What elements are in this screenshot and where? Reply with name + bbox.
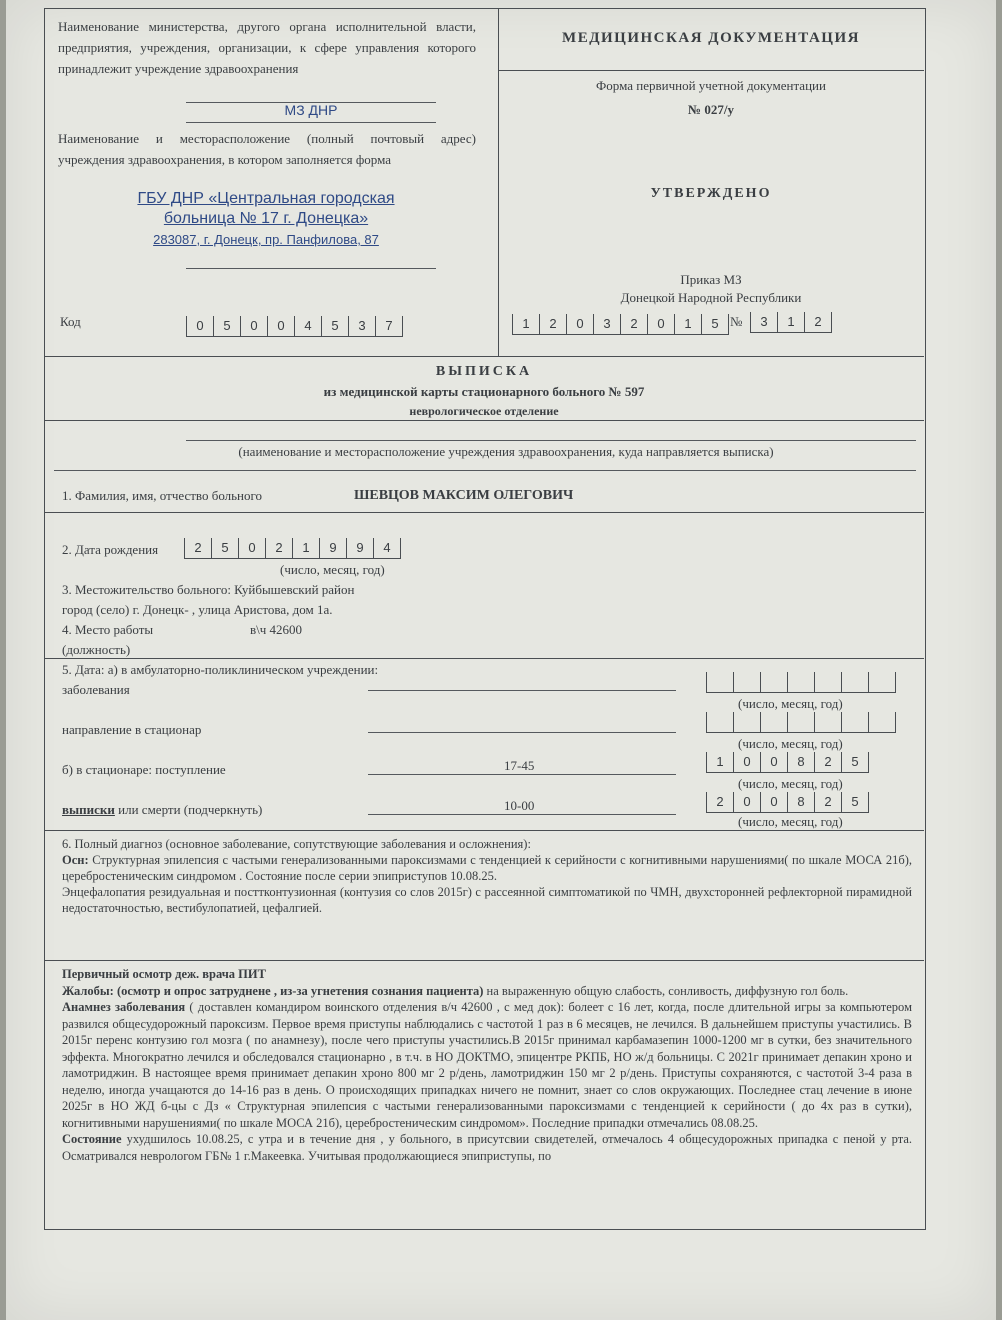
complaints-bold: (осмотр и опрос затруднене , из-за угнетения сознания пациента) xyxy=(113,983,484,998)
birth-digit: 9 xyxy=(346,538,373,559)
illness-date xyxy=(706,672,896,693)
discharge-underlined: выписки xyxy=(62,802,115,817)
code-digit: 0 xyxy=(186,316,213,337)
complaints-label: Жалобы: xyxy=(62,983,114,998)
diagnosis-bottom-line xyxy=(44,960,924,961)
position-label: (должность) xyxy=(62,642,131,657)
order-date-digit: 5 xyxy=(701,314,729,335)
admission-time: 17-45 xyxy=(504,758,535,773)
residence-line-2: город (село) г. Донецк- , улица Аристова, дом 1а. xyxy=(62,602,333,617)
form-label: Форма первичной учетной документации xyxy=(596,78,826,93)
date-cell xyxy=(760,672,787,693)
birth-digit: 1 xyxy=(292,538,319,559)
anamnesis-text: ( доставлен командиром воинского отделения в/ч 42600 , с мед док): болеет с 16 лет, когда, после длительной игры за компьютером развился общесудорожный пароксизм. Первое время приступы наблюдались с частотой 1 раз в 6 месяцев, не лечился. В дальнейшем приступы участились. В 2015г перенс контузию гол мозга ( по анамнезу), после чего приступы участились.В 2015г принимал карбамазепин 1000-1200 мг в сутки, без значительного эффекта. Многократно лечился и обследовался стационарно , в т.ч. в НО ДОКТМО, эпицентре РКПБ, НО ж/д больницы. С 2021г принимает депакин хроно и ламотриджин. В настоящее время принимает депакин хроно 800 мг 2 р/день, ламотриджин 150 мг 2 р/день. Приступы сохраняются, с частотой 3-4 раза в неделю, иногда учащаются до 14-16 раз в день. О происходящих припадках ничего не помнит, знает со слов окружающих. Последнее стац лечение в июне 2025г в НО ЖД б-цы с Дз « Структурная эпилепсия с частыми генерализованными пароксизмами с тенденцией к серийности ( до 4х раз в сутки), когнитивными нарушениями( по шкале МОСА 21б), церебростеническим синдромом». Последние припадки отмечались 08.08.25. xyxy=(62,1000,912,1130)
extract-title: ВЫПИСКА xyxy=(435,364,533,379)
referral-caption: (число, месяц, год) xyxy=(738,736,843,751)
diagnosis-header: 6. Полный диагноз (основное заболевание, сопутствующие заболевания и осложнения): xyxy=(62,837,531,851)
order-date-digit: 2 xyxy=(539,314,566,335)
exam-block xyxy=(62,966,912,1164)
date-cell xyxy=(868,712,896,733)
residence-line-1: 3. Местожительство больного: Куйбышевский район xyxy=(62,582,355,597)
destination-underline xyxy=(186,440,916,441)
order-date-digit: 0 xyxy=(647,314,674,335)
order-no-digit: 3 xyxy=(750,312,777,333)
order-line-2: Донецкой Народной Республики xyxy=(620,290,802,305)
ministry-label: Наименование министерства, другого органа исполнительной власти, предприятия, учреждения, организации, к сфере управления которого принадлежит учреждение здравоохранения xyxy=(58,19,476,76)
discharge-digit: 2 xyxy=(814,792,841,813)
approved-label: УТВЕРЖДЕНО xyxy=(650,186,772,201)
discharge-digit: 0 xyxy=(733,792,760,813)
discharge-caption: (число, месяц, год) xyxy=(738,814,843,829)
order-date-digit: 1 xyxy=(674,314,701,335)
date-cell xyxy=(733,712,760,733)
ministry-value-underline xyxy=(186,122,436,123)
date-cell xyxy=(706,672,733,693)
form-number: № 027/у xyxy=(688,102,734,117)
admission-line xyxy=(368,774,676,775)
institution-label: Наименование и месторасположение (полный почтовый адрес) учреждения здравоохранения, в котором заполняется форма xyxy=(58,131,476,167)
order-line-1: Приказ МЗ xyxy=(680,272,742,287)
birth-digit: 0 xyxy=(238,538,265,559)
birth-caption: (число, месяц, год) xyxy=(280,562,385,577)
birth-digit: 5 xyxy=(211,538,238,559)
code-digit: 3 xyxy=(348,316,375,337)
institution-code xyxy=(186,316,403,337)
order-number xyxy=(750,312,832,333)
condition-label: Состояние xyxy=(62,1132,122,1146)
admission-digit: 1 xyxy=(706,752,733,773)
date-cell xyxy=(787,712,814,733)
date-cell xyxy=(814,712,841,733)
complaints-text: на выраженную общую слабость, сонливость, диффузную гол боль. xyxy=(483,983,849,998)
code-digit: 4 xyxy=(294,316,321,337)
referral-line xyxy=(368,732,676,733)
order-date-digit: 2 xyxy=(620,314,647,335)
date-cell xyxy=(868,672,896,693)
discharge-date xyxy=(706,792,869,813)
date-cell xyxy=(841,672,868,693)
diagnosis-block xyxy=(62,836,912,916)
order-date-digit: 3 xyxy=(593,314,620,335)
date-cell xyxy=(814,672,841,693)
birth-digit: 9 xyxy=(319,538,346,559)
discharge-rest: или смерти (подчеркнуть) xyxy=(114,802,263,817)
discharge-time: 10-00 xyxy=(504,798,535,813)
code-digit: 0 xyxy=(267,316,294,337)
order-no-label: № xyxy=(730,314,743,329)
condition-text: ухудшилось 10.08.25, с утра и в течение дня , у больного, в присутсвии свидетелей, отмечалось 4 общесудорожных припадка с пеной у рта. Осматривался неврологом ГБ№ 1 г.Макеевка. Учитывая продолжающиеся эпиприступы, по xyxy=(62,1132,912,1163)
patient-bottom-line xyxy=(44,512,924,513)
admission-digit: 0 xyxy=(733,752,760,773)
work-label: 4. Место работы xyxy=(62,622,154,637)
ministry-underline xyxy=(186,102,436,103)
institution-underline xyxy=(186,268,436,269)
order-date-digit: 0 xyxy=(566,314,593,335)
header-divider xyxy=(498,8,499,356)
order-no-digit: 1 xyxy=(777,312,804,333)
extract-bottom-line xyxy=(44,420,924,421)
complaints xyxy=(62,983,912,1000)
discharge-digit: 5 xyxy=(841,792,869,813)
birth-label: 2. Дата рождения xyxy=(62,542,159,557)
discharge-digit: 0 xyxy=(760,792,787,813)
destination-line xyxy=(54,470,916,471)
birth-digit: 2 xyxy=(184,538,211,559)
date-cell xyxy=(733,672,760,693)
code-digit: 7 xyxy=(375,316,403,337)
illness-label: заболевания xyxy=(62,682,130,697)
anamnesis-label: Анамнез заболевания xyxy=(62,1000,186,1014)
institution-name-1: ГБУ ДНР «Центральная городская xyxy=(137,190,395,207)
diagnosis-main-label: Осн: xyxy=(62,853,89,867)
date-cell xyxy=(760,712,787,733)
illness-caption: (число, месяц, год) xyxy=(738,696,843,711)
document-sheet xyxy=(6,0,996,1320)
name-label: 1. Фамилия, имя, отчество больного xyxy=(62,488,263,503)
diagnosis-main-text: Структурная эпилепсия с частыми генерализованными пароксизмами с тенденцией к серийности с когнитивными нарушениями( по шкале МОСА 21б), церебростеническим синдромом . Состояние после серии эпиприступов 10.08.25. xyxy=(62,853,912,883)
diagnosis-secondary: Энцефалопатия резидуальная и посттконтузионная (контузия со слов 2015г) с рассеянной симптоматикой по ЧМН, двухсторонней рефлекторной пирамидной недостаточностью, вестибулопатией, цефалгией. xyxy=(62,885,912,915)
admission-date xyxy=(706,752,869,773)
birth-date xyxy=(184,538,401,559)
date-cell xyxy=(841,712,868,733)
illness-line xyxy=(368,690,676,691)
patient-name: ШЕВЦОВ МАКСИМ ОЛЕГОВИЧ xyxy=(354,488,574,503)
admission-digit: 8 xyxy=(787,752,814,773)
referral-label: направление в стационар xyxy=(62,722,202,737)
dates-header: 5. Дата: а) в амбулаторно-поликлиническом учреждении: xyxy=(62,662,379,677)
code-digit: 0 xyxy=(240,316,267,337)
doc-title: МЕДИЦИНСКАЯ ДОКУМЕНТАЦИЯ xyxy=(562,30,860,46)
order-date-digit: 1 xyxy=(512,314,539,335)
discharge-label xyxy=(62,802,262,818)
date-cell xyxy=(787,672,814,693)
work-value: в\ч 42600 xyxy=(250,622,303,637)
referral-date xyxy=(706,712,896,733)
code-digit: 5 xyxy=(213,316,240,337)
birth-digit: 4 xyxy=(373,538,401,559)
diagnosis-main xyxy=(62,852,912,884)
anamnesis xyxy=(62,999,912,1131)
code-digit: 5 xyxy=(321,316,348,337)
admission-label: б) в стационаре: поступление xyxy=(62,762,226,777)
discharge-line xyxy=(368,814,676,815)
order-date xyxy=(512,314,729,335)
admission-caption: (число, месяц, год) xyxy=(738,776,843,791)
department: неврологическое отделение xyxy=(409,404,559,418)
dates-bottom-line xyxy=(44,830,924,831)
ministry-value: МЗ ДНР xyxy=(284,102,338,118)
code-label: Код xyxy=(60,314,81,329)
date-cell xyxy=(706,712,733,733)
title-underline xyxy=(498,70,924,71)
destination-caption: (наименование и месторасположение учреждения здравоохранения, куда направляется выписка) xyxy=(238,444,774,459)
admission-digit: 2 xyxy=(814,752,841,773)
admission-digit: 5 xyxy=(841,752,869,773)
discharge-digit: 8 xyxy=(787,792,814,813)
condition xyxy=(62,1131,912,1164)
discharge-digit: 2 xyxy=(706,792,733,813)
institution-name-2: больница № 17 г. Донецка» xyxy=(163,210,369,227)
exam-header: Первичный осмотр деж. врача ПИТ xyxy=(62,967,266,981)
institution-address: 283087, г. Донецк, пр. Панфилова, 87 xyxy=(153,232,379,247)
order-no-digit: 2 xyxy=(804,312,832,333)
extract-subtitle: из медицинской карты стационарного больного № 597 xyxy=(323,384,645,399)
admission-digit: 0 xyxy=(760,752,787,773)
header-bottom-line xyxy=(44,356,924,357)
address-bottom-line xyxy=(44,658,924,659)
birth-digit: 2 xyxy=(265,538,292,559)
